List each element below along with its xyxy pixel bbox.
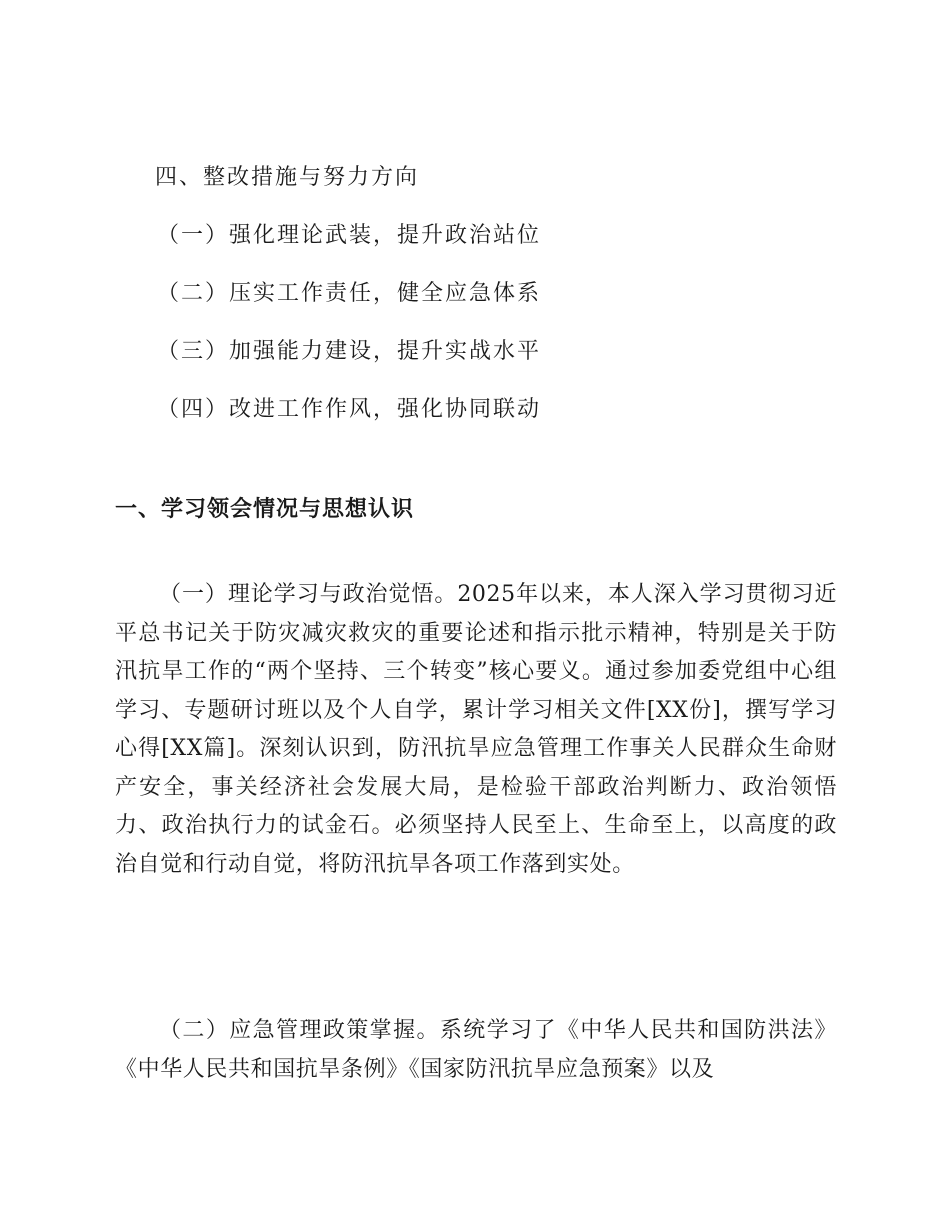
toc-block bbox=[155, 160, 855, 450]
body-paragraph: （二）应急管理政策掌握。系统学习了《中华人民共和国防洪法》《中华人民共和国抗旱条例》《国家防汛抗旱应急预案》以及 bbox=[115, 1018, 837, 1082]
toc-item: （二）压实工作责任，健全应急体系 bbox=[157, 281, 542, 306]
body-paragraph: （一）理论学习与政治觉悟。2025年以来，本人深入学习贯彻习近平总书记关于防灾减灾救灾的重要论述和指示批示精神，特别是关于防汛抗旱工作的“两个坚持、三个转变”核心要义。通过参加委党组中心组学习、专题研讨班以及个人自学，累计学习相关文件[XX份]，撰写学习心得[XX篇]。深刻认识到，防汛抗旱应急管理工作事关人民群众生命财产安全，事关经济社会发展大局，是检验干部政治判断力、政治领悟力、政治执行力的试金石。必须坚持人民至上、生命至上，以高度的政治自觉和行动自觉，将防汛抗旱各项工作落到实处。 bbox=[115, 582, 837, 877]
toc-item: （一）强化理论武装，提升政治站位 bbox=[157, 223, 542, 248]
section-title: 一、学习领会情况与思想认识 bbox=[115, 497, 415, 522]
toc-item: （三）加强能力建设，提升实战水平 bbox=[157, 339, 542, 364]
toc-item: （四）改进工作作风，强化协同联动 bbox=[157, 397, 542, 422]
toc-heading: 四、整改措施与努力方向 bbox=[155, 165, 420, 190]
